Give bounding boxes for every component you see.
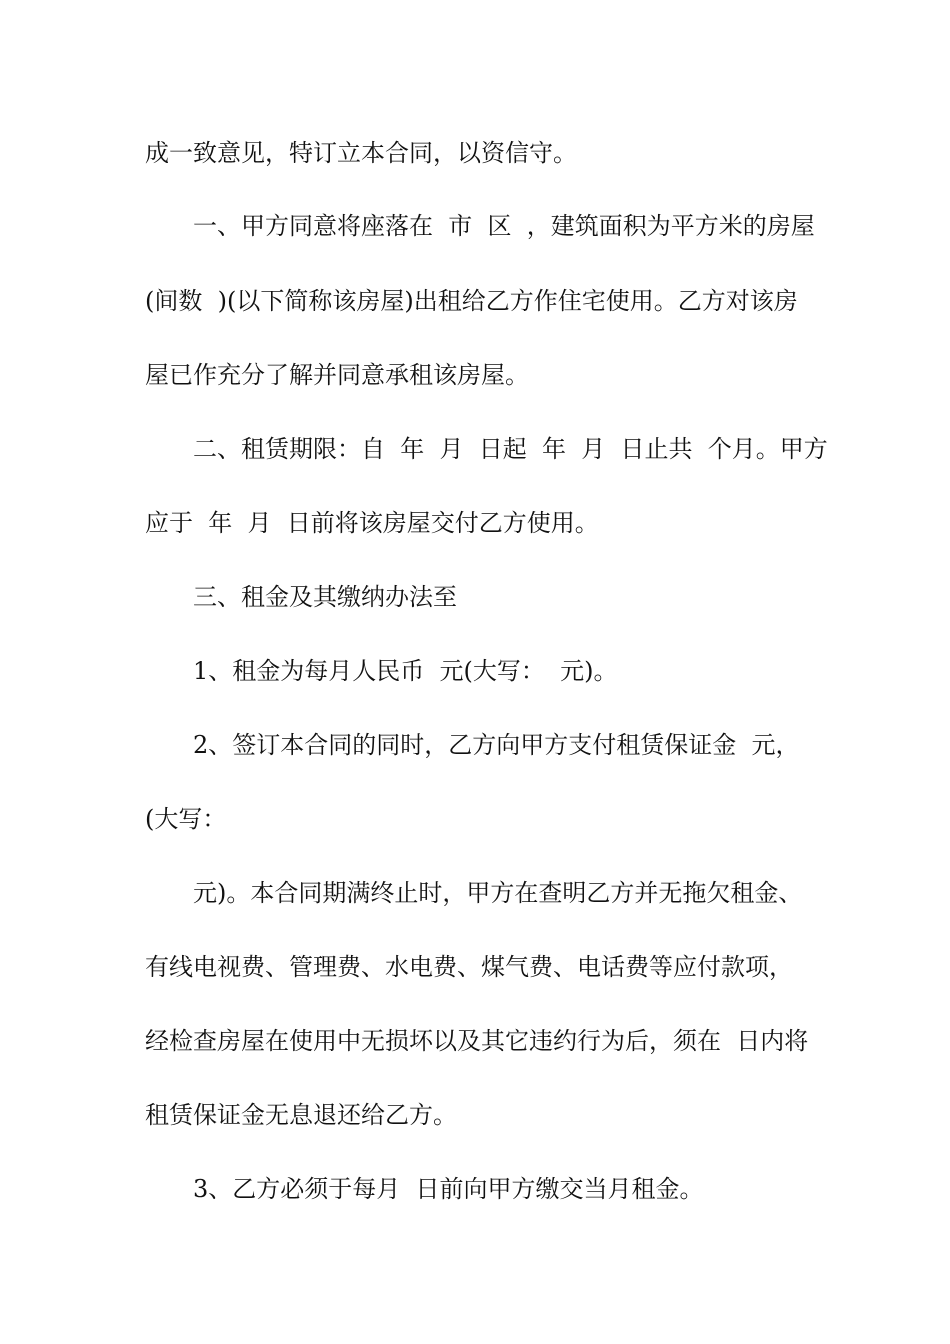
section-heading: 三、租金及其缴纳办法至 [193, 583, 457, 611]
text-line: 2、签订本合同的同时，乙方向甲方支付租赁保证金 元， [193, 731, 800, 759]
text-line: (大写： [145, 805, 227, 833]
text-line: 经检查房屋在使用中无损坏以及其它违约行为后，须在 日内将 [145, 1027, 809, 1055]
text-line: 1、租金为每月人民币 元(大写： 元)。 [193, 657, 618, 685]
text-line: 3、乙方必须于每月 日前向甲方缴交当月租金。 [193, 1175, 704, 1203]
text-line: 租赁保证金无息退还给乙方。 [145, 1101, 457, 1129]
text-line: (间数 )(以下简称该房屋)出租给乙方作住宅使用。乙方对该房 [145, 287, 798, 315]
text-line: 成一致意见，特订立本合同，以资信守。 [145, 139, 577, 167]
text-line: 一、甲方同意将座落在 市 区 ，建筑面积为平方米的房屋 [193, 212, 815, 240]
text-line: 有线电视费、管理费、水电费、煤气费、电话费等应付款项， [145, 953, 793, 981]
text-line: 应于 年 月 日前将该房屋交付乙方使用。 [145, 509, 599, 537]
text-line: 二、租赁期限：自 年 月 日起 年 月 日止共 个月。甲方 [193, 435, 828, 463]
text-line: 屋已作充分了解并同意承租该房屋。 [145, 361, 529, 389]
text-line: 元)。本合同期满终止时，甲方在查明乙方并无拖欠租金、 [193, 879, 803, 907]
